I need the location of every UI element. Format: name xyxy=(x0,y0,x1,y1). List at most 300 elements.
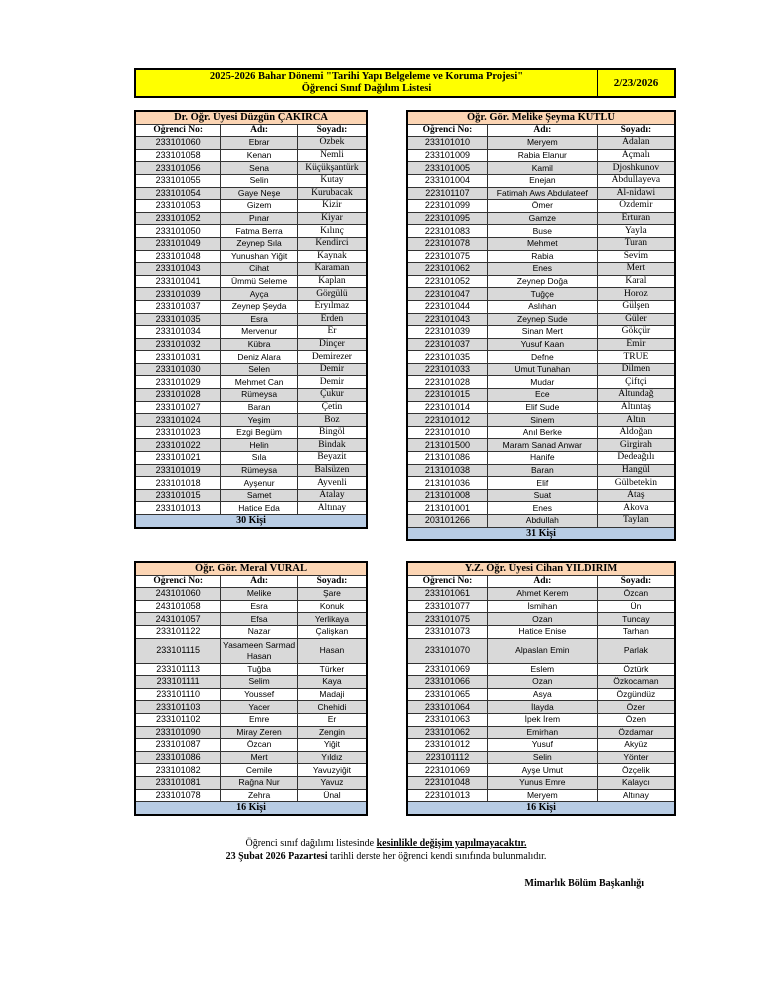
student-number: 233101013 xyxy=(135,502,221,515)
column-header-last: Soyadı: xyxy=(297,124,367,137)
student-last-name: Yıldız xyxy=(297,751,367,764)
student-last-name: Özcan xyxy=(597,588,675,601)
student-number: 223101112 xyxy=(407,751,487,764)
student-first-name: Youssef xyxy=(221,688,298,701)
student-last-name: Yerlikaya xyxy=(297,613,367,626)
student-last-name: Altın xyxy=(597,414,675,427)
student-last-name: Çukur xyxy=(297,389,367,402)
student-last-name: Demir xyxy=(297,376,367,389)
student-row xyxy=(135,688,367,701)
total-row xyxy=(407,802,675,815)
student-first-name: Zeynep Doğa xyxy=(487,275,597,288)
student-row xyxy=(407,663,675,676)
student-first-name: Emirhan xyxy=(487,726,597,739)
student-row xyxy=(407,414,675,427)
student-last-name: Adalan xyxy=(597,137,675,150)
student-row xyxy=(135,363,367,376)
student-last-name: Özkocaman xyxy=(597,676,675,689)
student-last-name: Özçelik xyxy=(597,764,675,777)
student-number: 223101033 xyxy=(407,363,487,376)
student-row xyxy=(407,401,675,414)
column-header-no: Öğrenci No: xyxy=(407,124,487,137)
student-count: 30 Kişi xyxy=(135,515,367,528)
title-line-1: 2025-2026 Bahar Dönemi "Tarihi Yapı Belgeleme ve Koruma Projesi" xyxy=(209,71,524,82)
student-number: 223101012 xyxy=(407,414,487,427)
student-first-name: Yusuf xyxy=(487,739,597,752)
student-row xyxy=(135,613,367,626)
student-first-name: Rabia Elanur xyxy=(487,149,597,162)
student-row xyxy=(407,701,675,714)
student-last-name: Kaynak xyxy=(297,250,367,263)
student-row xyxy=(407,174,675,187)
total-row xyxy=(135,515,367,528)
student-number: 233101060 xyxy=(135,137,221,150)
document-title xyxy=(136,70,598,96)
student-number: 223101069 xyxy=(407,764,487,777)
student-number: 233101010 xyxy=(407,137,487,150)
student-last-name: Hangül xyxy=(597,464,675,477)
student-first-name: Elif xyxy=(487,477,597,490)
student-last-name: Turan xyxy=(597,237,675,250)
student-first-name: Asya xyxy=(487,688,597,701)
student-first-name: Mervenur xyxy=(221,326,298,339)
student-count: 31 Kişi xyxy=(407,527,675,540)
student-first-name: Ayşe Umut xyxy=(487,764,597,777)
student-first-name: Ebrar xyxy=(221,137,298,150)
student-last-name: Dedeağılı xyxy=(597,452,675,465)
student-last-name: Er xyxy=(297,713,367,726)
student-row xyxy=(135,149,367,162)
student-first-name: Rabia xyxy=(487,250,597,263)
student-number: 243101058 xyxy=(135,600,221,613)
student-number: 233101041 xyxy=(135,275,221,288)
student-first-name: Enes xyxy=(487,263,597,276)
student-last-name: Yayla xyxy=(597,225,675,238)
student-row xyxy=(135,200,367,213)
student-number: 233101110 xyxy=(135,688,221,701)
student-last-name: Er xyxy=(297,326,367,339)
student-row xyxy=(135,263,367,276)
student-row xyxy=(407,751,675,764)
student-row xyxy=(407,502,675,515)
footer-notice-line-1 xyxy=(0,838,772,849)
student-number: 233101030 xyxy=(135,363,221,376)
student-last-name: Ayvenli xyxy=(297,477,367,490)
student-number: 233101075 xyxy=(407,613,487,626)
total-row xyxy=(407,527,675,540)
student-row xyxy=(407,588,675,601)
student-row xyxy=(135,452,367,465)
student-row xyxy=(135,726,367,739)
student-first-name: Zeynep Sıla xyxy=(221,237,298,250)
student-first-name: Özcan xyxy=(221,739,298,752)
student-first-name: Zeynep Sude xyxy=(487,313,597,326)
student-number: 233101058 xyxy=(135,149,221,162)
student-row xyxy=(135,464,367,477)
student-last-name: Ün xyxy=(597,600,675,613)
student-number: 233101073 xyxy=(407,625,487,638)
student-first-name: Gaye Neşe xyxy=(221,187,298,200)
student-number: 233101050 xyxy=(135,225,221,238)
teacher-row xyxy=(135,111,367,124)
student-row xyxy=(135,225,367,238)
student-number: 223101044 xyxy=(407,300,487,313)
student-number: 223101043 xyxy=(407,313,487,326)
student-last-name: Nemli xyxy=(297,149,367,162)
student-row xyxy=(407,137,675,150)
student-row xyxy=(407,200,675,213)
teacher-row xyxy=(407,562,675,575)
student-last-name: Ünal xyxy=(297,789,367,802)
student-row xyxy=(407,149,675,162)
student-first-name: Esra xyxy=(221,600,298,613)
class-table-kutlu xyxy=(406,110,676,541)
student-number: 243101057 xyxy=(135,613,221,626)
student-first-name: Sena xyxy=(221,162,298,175)
student-number: 213101001 xyxy=(407,502,487,515)
student-number: 233101053 xyxy=(135,200,221,213)
student-row xyxy=(135,789,367,802)
student-number: 233101054 xyxy=(135,187,221,200)
student-last-name: Horoz xyxy=(597,288,675,301)
student-row xyxy=(407,187,675,200)
student-last-name: Dilmen xyxy=(597,363,675,376)
student-row xyxy=(407,389,675,402)
student-last-name: Gülşen xyxy=(597,300,675,313)
student-last-name: Tarhan xyxy=(597,625,675,638)
student-last-name: Çetin xyxy=(297,401,367,414)
student-last-name: Akyüz xyxy=(597,739,675,752)
student-number: 233101087 xyxy=(135,739,221,752)
student-first-name: Pınar xyxy=(221,212,298,225)
student-row xyxy=(135,250,367,263)
student-last-name: Girgirah xyxy=(597,439,675,452)
student-last-name: Güler xyxy=(597,313,675,326)
student-row xyxy=(407,212,675,225)
student-last-name: Djoshkunov xyxy=(597,162,675,175)
teacher-row xyxy=(135,562,367,575)
student-first-name: Yacer xyxy=(221,701,298,714)
student-row xyxy=(135,338,367,351)
student-last-name: Yönter xyxy=(597,751,675,764)
student-number: 233101061 xyxy=(407,588,487,601)
student-last-name: Öztürk xyxy=(597,663,675,676)
student-last-name: Altınay xyxy=(297,502,367,515)
student-first-name: Selin xyxy=(487,751,597,764)
student-first-name: Zehra xyxy=(221,789,298,802)
student-last-name: Özbek xyxy=(297,137,367,150)
column-header-row xyxy=(135,575,367,588)
student-number: 233101015 xyxy=(135,489,221,502)
student-number: 223101047 xyxy=(407,288,487,301)
student-first-name: Gizem xyxy=(221,200,298,213)
student-row xyxy=(407,313,675,326)
student-number: 213101038 xyxy=(407,464,487,477)
student-first-name: Rümeysa xyxy=(221,389,298,402)
student-number: 223101035 xyxy=(407,351,487,364)
student-row xyxy=(135,162,367,175)
student-last-name: Altundağ xyxy=(597,389,675,402)
total-row xyxy=(135,802,367,815)
student-last-name: Bingöl xyxy=(297,426,367,439)
student-number: 223101078 xyxy=(407,237,487,250)
student-first-name: Emre xyxy=(221,713,298,726)
student-number: 233101055 xyxy=(135,174,221,187)
student-row xyxy=(407,739,675,752)
student-number: 223101099 xyxy=(407,200,487,213)
student-row xyxy=(407,600,675,613)
student-first-name: Ümmü Seleme xyxy=(221,275,298,288)
column-header-row xyxy=(407,575,675,588)
student-row xyxy=(407,676,675,689)
student-number: 223101013 xyxy=(407,789,487,802)
student-row xyxy=(135,676,367,689)
notice-emphasis: kesinlikle değişim yapılmayacaktır. xyxy=(376,838,527,849)
student-first-name: Mert xyxy=(221,751,298,764)
student-number: 233101022 xyxy=(135,439,221,452)
student-first-name: Sinan Mert xyxy=(487,326,597,339)
document-header xyxy=(134,68,676,98)
student-row xyxy=(135,401,367,414)
student-first-name: Ahmet Kerem xyxy=(487,588,597,601)
student-row xyxy=(407,250,675,263)
student-number: 233101034 xyxy=(135,326,221,339)
student-row xyxy=(407,363,675,376)
student-last-name: Özdamar xyxy=(597,726,675,739)
student-last-name: Kaya xyxy=(297,676,367,689)
student-number: 233101029 xyxy=(135,376,221,389)
student-row xyxy=(407,464,675,477)
student-first-name: Defne xyxy=(487,351,597,364)
teacher-row xyxy=(407,111,675,124)
student-first-name: Anıl Berke xyxy=(487,426,597,439)
student-first-name: Maram Sanad Anwar xyxy=(487,439,597,452)
student-row xyxy=(135,701,367,714)
column-header-last: Soyadı: xyxy=(297,575,367,588)
student-row xyxy=(135,376,367,389)
student-last-name: Küçükşantürk xyxy=(297,162,367,175)
student-first-name: Selim xyxy=(221,676,298,689)
document-date: 2/23/2026 xyxy=(613,77,659,89)
student-number: 233101111 xyxy=(135,676,221,689)
student-last-name: Kutay xyxy=(297,174,367,187)
student-first-name: Alpaslan Emin xyxy=(487,638,597,663)
student-last-name: Balsüzen xyxy=(297,464,367,477)
column-header-first: Adı: xyxy=(221,575,298,588)
student-row xyxy=(407,300,675,313)
student-number: 233101024 xyxy=(135,414,221,427)
student-number: 233101069 xyxy=(407,663,487,676)
student-first-name: Suat xyxy=(487,489,597,502)
student-number: 223101095 xyxy=(407,212,487,225)
student-row xyxy=(135,275,367,288)
student-last-name: Eryılmaz xyxy=(297,300,367,313)
student-number: 223101010 xyxy=(407,426,487,439)
column-header-row xyxy=(407,124,675,137)
student-first-name: Baran xyxy=(487,464,597,477)
student-first-name: Baran xyxy=(221,401,298,414)
student-last-name: Sevim xyxy=(597,250,675,263)
student-last-name: Boz xyxy=(297,414,367,427)
notice-text: Öğrenci sınıf dağılımı listesinde xyxy=(245,838,377,849)
student-last-name: Yiğit xyxy=(297,739,367,752)
student-first-name: Elif Sude xyxy=(487,401,597,414)
teacher-name: Öğr. Gör. Meral VURAL xyxy=(135,562,367,575)
student-row xyxy=(135,713,367,726)
student-last-name: Kaplan xyxy=(297,275,367,288)
student-last-name: Atalay xyxy=(297,489,367,502)
student-first-name: Mudar xyxy=(487,376,597,389)
student-row xyxy=(407,489,675,502)
student-number: 233101043 xyxy=(135,263,221,276)
student-row xyxy=(135,739,367,752)
student-number: 233101082 xyxy=(135,764,221,777)
student-last-name: Akova xyxy=(597,502,675,515)
student-first-name: Umut Tunahan xyxy=(487,363,597,376)
student-first-name: Hatice Eda xyxy=(221,502,298,515)
student-number: 233101052 xyxy=(135,212,221,225)
student-last-name: Erturan xyxy=(597,212,675,225)
student-number: 233101070 xyxy=(407,638,487,663)
student-number: 233101081 xyxy=(135,776,221,789)
student-row xyxy=(135,502,367,515)
student-row xyxy=(407,326,675,339)
student-first-name: Eslem xyxy=(487,663,597,676)
student-row xyxy=(407,726,675,739)
student-row xyxy=(407,613,675,626)
footer-notice-line-2 xyxy=(0,851,772,862)
student-first-name: Kübra xyxy=(221,338,298,351)
student-number: 233101062 xyxy=(407,726,487,739)
student-row xyxy=(407,288,675,301)
student-number: 233101031 xyxy=(135,351,221,364)
student-first-name: İlayda xyxy=(487,701,597,714)
student-last-name: Emir xyxy=(597,338,675,351)
column-header-no: Öğrenci No: xyxy=(135,575,221,588)
student-number: 243101060 xyxy=(135,588,221,601)
student-number: 223101014 xyxy=(407,401,487,414)
student-row xyxy=(407,764,675,777)
student-row xyxy=(407,452,675,465)
student-number: 233101004 xyxy=(407,174,487,187)
student-row xyxy=(407,351,675,364)
student-first-name: Helin xyxy=(221,439,298,452)
student-row xyxy=(135,300,367,313)
student-number: 233101077 xyxy=(407,600,487,613)
student-row xyxy=(407,263,675,276)
student-first-name: Esra xyxy=(221,313,298,326)
student-row xyxy=(135,137,367,150)
student-last-name: Demirezer xyxy=(297,351,367,364)
signature: Mimarlık Bölüm Başkanlığı xyxy=(524,878,644,889)
student-last-name: Chehidi xyxy=(297,701,367,714)
student-row xyxy=(135,187,367,200)
student-number: 233101023 xyxy=(135,426,221,439)
student-last-name: Kizir xyxy=(297,200,367,213)
student-last-name: Konuk xyxy=(297,600,367,613)
student-first-name: Aslıhan xyxy=(487,300,597,313)
student-first-name: Ayşenur xyxy=(221,477,298,490)
student-first-name: Kamil xyxy=(487,162,597,175)
student-row xyxy=(407,638,675,663)
student-first-name: Mehmet Can xyxy=(221,376,298,389)
student-first-name: Meryem xyxy=(487,789,597,802)
column-header-no: Öğrenci No: xyxy=(407,575,487,588)
student-last-name: Gökçür xyxy=(597,326,675,339)
student-number: 233101021 xyxy=(135,452,221,465)
student-first-name: Sinem xyxy=(487,414,597,427)
student-first-name: Sıla xyxy=(221,452,298,465)
student-last-name: Abdullayeva xyxy=(597,174,675,187)
student-first-name: Hanife xyxy=(487,452,597,465)
student-row xyxy=(135,351,367,364)
student-first-name: Yasameen Sarmad Hasan xyxy=(221,638,298,663)
student-number: 233101064 xyxy=(407,701,487,714)
student-first-name: Rağna Nur xyxy=(221,776,298,789)
student-number: 213101500 xyxy=(407,439,487,452)
class-table-cakirca xyxy=(134,110,368,529)
student-row xyxy=(135,389,367,402)
student-first-name: Tuğçe xyxy=(487,288,597,301)
student-row xyxy=(135,426,367,439)
student-last-name: Çalişkan xyxy=(297,625,367,638)
column-header-last: Soyadı: xyxy=(597,124,675,137)
student-first-name: Zeynep Şeyda xyxy=(221,300,298,313)
student-number: 233101103 xyxy=(135,701,221,714)
student-first-name: İsmihan xyxy=(487,600,597,613)
student-row xyxy=(135,212,367,225)
student-row xyxy=(407,625,675,638)
student-row xyxy=(135,600,367,613)
student-first-name: Yeşim xyxy=(221,414,298,427)
student-number: 233101012 xyxy=(407,739,487,752)
student-last-name: Özen xyxy=(597,713,675,726)
student-row xyxy=(135,751,367,764)
student-row xyxy=(407,237,675,250)
student-last-name: Altıntaş xyxy=(597,401,675,414)
student-number: 233101063 xyxy=(407,713,487,726)
student-number: 223101052 xyxy=(407,275,487,288)
student-row xyxy=(135,313,367,326)
student-row xyxy=(407,162,675,175)
student-last-name: Kendirci xyxy=(297,237,367,250)
column-header-last: Soyadı: xyxy=(597,575,675,588)
student-row xyxy=(407,426,675,439)
student-number: 233101018 xyxy=(135,477,221,490)
student-row xyxy=(135,764,367,777)
student-first-name: Cemile xyxy=(221,764,298,777)
student-first-name: Cihat xyxy=(221,263,298,276)
student-row xyxy=(135,663,367,676)
student-first-name: Buse xyxy=(487,225,597,238)
student-number: 213101086 xyxy=(407,452,487,465)
student-number: 203101266 xyxy=(407,515,487,528)
student-first-name: Yusuf Kaan xyxy=(487,338,597,351)
student-last-name: Türker xyxy=(297,663,367,676)
student-count: 16 Kişi xyxy=(135,802,367,815)
student-last-name: Demir xyxy=(297,363,367,376)
student-last-name: Hasan xyxy=(297,638,367,663)
student-last-name: Aldoğan xyxy=(597,426,675,439)
student-row xyxy=(407,713,675,726)
student-row xyxy=(407,477,675,490)
student-row xyxy=(407,439,675,452)
student-number: 233101032 xyxy=(135,338,221,351)
student-number: 233101102 xyxy=(135,713,221,726)
student-last-name: Karaman xyxy=(297,263,367,276)
student-row xyxy=(407,776,675,789)
title-line-2: Öğrenci Sınıf Dağılım Listesi xyxy=(301,83,432,94)
